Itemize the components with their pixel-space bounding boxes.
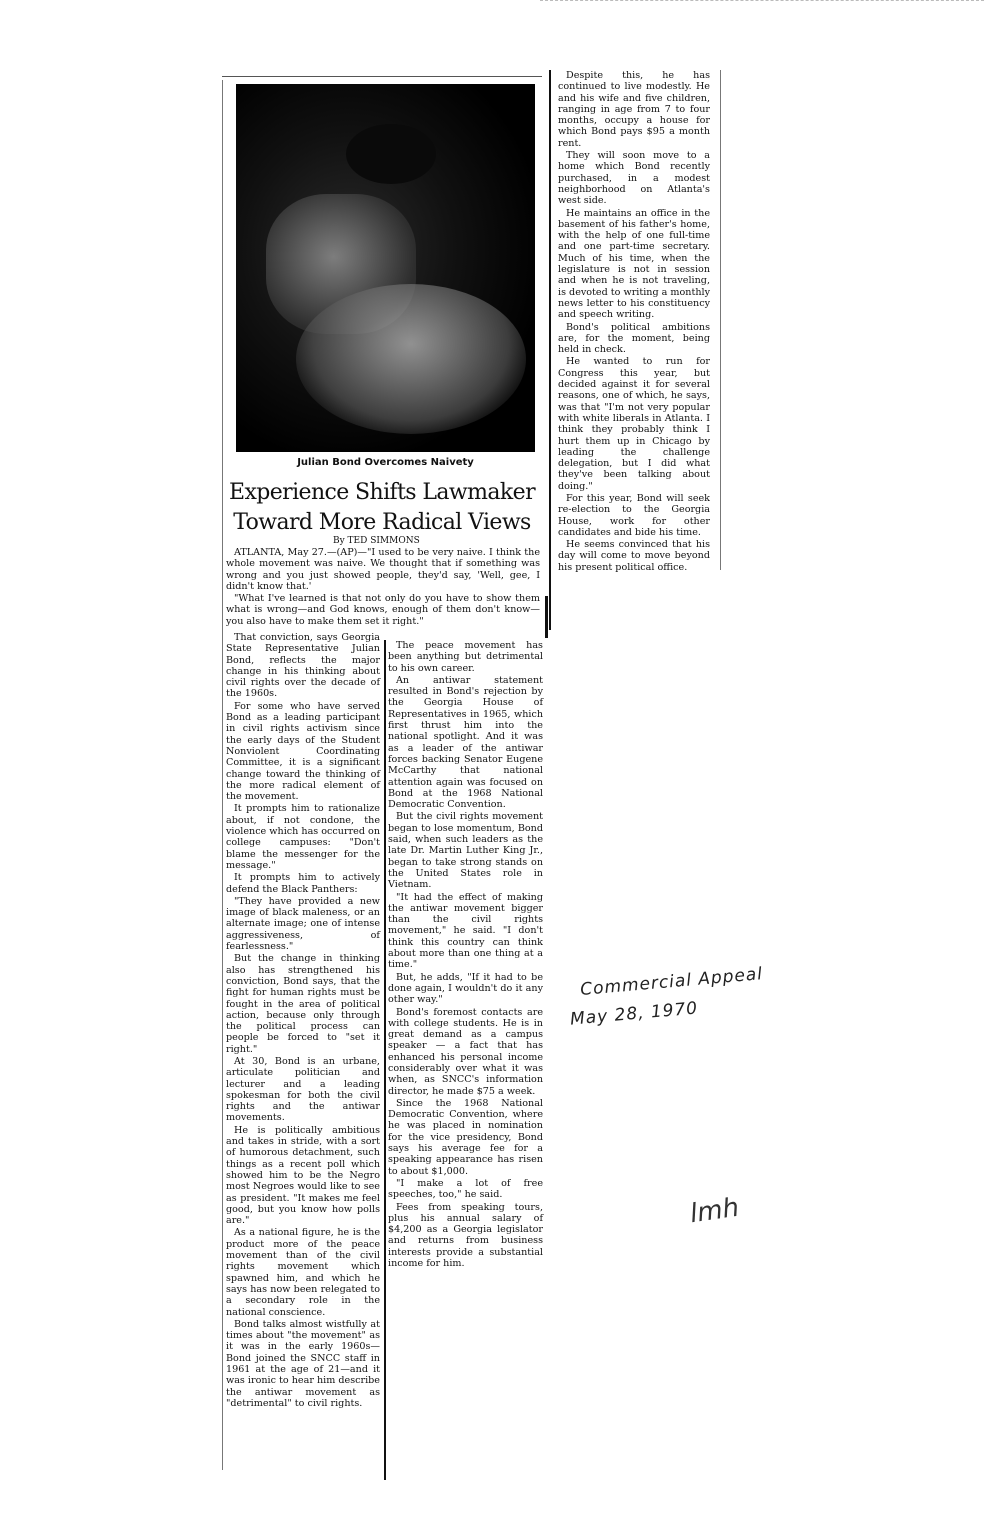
paragraph: An antiwar statement resulted in Bond's rejection by the Georgia House of Representatives in 1965, which first thrust him into the national spotlight. And it was as a leader of the antiwar forces backing Senator Eugene McCarthy that national attention again was focused on Bond at the 1968 National Democratic Convention. (388, 674, 543, 811)
scan-edge-dashes (540, 0, 984, 1)
paragraph: For this year, Bond will seek re-election to the Georgia House, work for other candidates and bide his time. (558, 492, 710, 538)
paragraph: Fees from speaking tours, plus his annual salary of $4,200 as a Georgia legislator and returns from business interests provide a substantial income for him. (388, 1201, 543, 1270)
paragraph: As a national figure, he is the product more of the peace movement than of the civil rights movement which spawned him, and which he says has now been relegated to a secondary role in the national conscience. (226, 1227, 380, 1318)
article-column-3 (558, 70, 710, 574)
clipping-top-edge (222, 76, 542, 77)
paragraph: That conviction, says Georgia State Representative Julian Bond, reflects the major change in his thinking about civil rights over the decade of the 1960s. (226, 632, 380, 700)
paragraph: They will soon move to a home which Bond recently purchased, in a modest neighborhood on Atlanta's west side. (558, 150, 710, 207)
paragraph: "It had the effect of making the antiwar movement bigger than the civil rights movement," he said. "I don't think this country can think about more than one thing at a time." (388, 891, 543, 971)
paragraph: It prompts him to actively defend the Black Panthers: (226, 872, 380, 895)
paragraph: For some who have served Bond as a leading participant in civil rights activism since the early days of the Student Nonviolent Coordinating Committee, it is a significant change toward the thinking of the more radical element of the movement. (226, 700, 380, 803)
photo-shadow (346, 124, 436, 184)
byline: By TED SIMMONS (333, 536, 420, 546)
paragraph: He seems convinced that his day will come to move beyond his present political office. (558, 539, 710, 573)
handwritten-initials: lmh (688, 1192, 741, 1230)
lede-paragraph: ATLANTA, May 27.—(AP)—"I used to be very naive. I think the whole movement was naive. We thought that if something was wrong and you just showed people, they'd say, 'Well, gee, I didn't know that.' (226, 547, 540, 592)
paragraph: He maintains an office in the basement of his father's home, with the help of one full-time and one part-time secretary. Much of his time, when the legislature is not in session and when he is not traveling, is devoted to writing a monthly news letter to his constituency and speech writing. (558, 207, 710, 321)
paragraph: But the civil rights movement began to lose momentum, Bond said, when such leaders as the late Dr. Martin Luther King Jr., began to take strong stands on the United States role in Vietnam. (388, 811, 543, 891)
photo-caption: Julian Bond Overcomes Naivety (297, 457, 474, 468)
paragraph: Despite this, he has continued to live modestly. He and his wife and five children, ranging in age from 7 to four months, occupy a house for which Bond pays $95 a month rent. (558, 70, 710, 149)
column-rule (222, 80, 223, 1470)
paragraph: Since the 1968 National Democratic Convention, where he was placed in nomination for the vice presidency, Bond says his average fee for a speaking appearance has risen to about $1,000. (388, 1097, 543, 1177)
paragraph: But the change in thinking also has strengthened his conviction, Bond says, that the fight for human rights must be fought in the area of political action, because only through the political process can people be forced to "set it right." (226, 953, 380, 1055)
article-column-2 (388, 640, 543, 1270)
paragraph: Bond talks almost wistfully at times about "the movement" as it was in the early 1960s—Bond joined the SNCC staff in 1961 at the age of 21—and it was ironic to hear him describe the antiwar movement as "detrimental" to civil rights. (226, 1318, 380, 1409)
headline-line-1: Experience Shifts Lawmaker (229, 480, 535, 505)
handwritten-date: May 28, 1970 (569, 998, 699, 1030)
lede-paragraphs (226, 547, 540, 628)
column-rule (384, 640, 386, 1480)
news-photo (236, 84, 535, 452)
headline (222, 478, 542, 538)
paragraph: He wanted to run for Congress this year, but decided against it for several reasons, one of which, he says, was that "I'm not very popular with white liberals in Atlanta. I think they probably think I hurt them up in Chicago by leading the challenge delegation, but I did what they've been talking about doing." (558, 356, 710, 492)
paragraph: "I make a lot of free speeches, too," he said. (388, 1177, 543, 1201)
paragraph: The peace movement has been anything but detrimental to his own career. (388, 640, 543, 674)
handwritten-source: Commercial Appeal (579, 964, 764, 1000)
photo-highlight (296, 284, 526, 434)
paragraph: At 30, Bond is an urbane, articulate politician and lecturer and a leading spokesman for both the civil rights and the antiwar movements. (226, 1055, 380, 1124)
paragraph: Bond's political ambitions are, for the moment, being held in check. (558, 321, 710, 356)
paragraph: "They have provided a new image of black maleness, or an alternate image; one of intense aggressiveness, of fearlessness." (226, 895, 380, 953)
paragraph: It prompts him to rationalize about, if not condone, the violence which has occurred on college campuses: "Don't blame the messenger for the message." (226, 803, 380, 871)
paragraph: But, he adds, "If it had to be done again, I wouldn't do it any other way." (388, 971, 543, 1006)
paragraph: He is politically ambitious and takes in stride, with a sort of humorous detachment, such things as a recent poll which showed him to be the Negro most Negroes would like to see as president. "It makes me feel good, but you know how polls are." (226, 1124, 380, 1227)
column-rule (720, 70, 721, 570)
paragraph: Bond's foremost contacts are with college students. He is in great demand as a campus speaker — a fact that has enhanced his personal income considerably over what it was when, as SNCC's information director, he made $75 a week. (388, 1006, 543, 1097)
headline-line-2: Toward More Radical Views (233, 510, 531, 535)
lede-paragraph: "What I've learned is that not only do you have to show them what is wrong—and God knows, enough of them don't know—you also have to make them set it right." (226, 593, 540, 627)
column-rule (549, 70, 551, 630)
column-rule (545, 596, 548, 638)
article-column-1 (226, 632, 380, 1410)
